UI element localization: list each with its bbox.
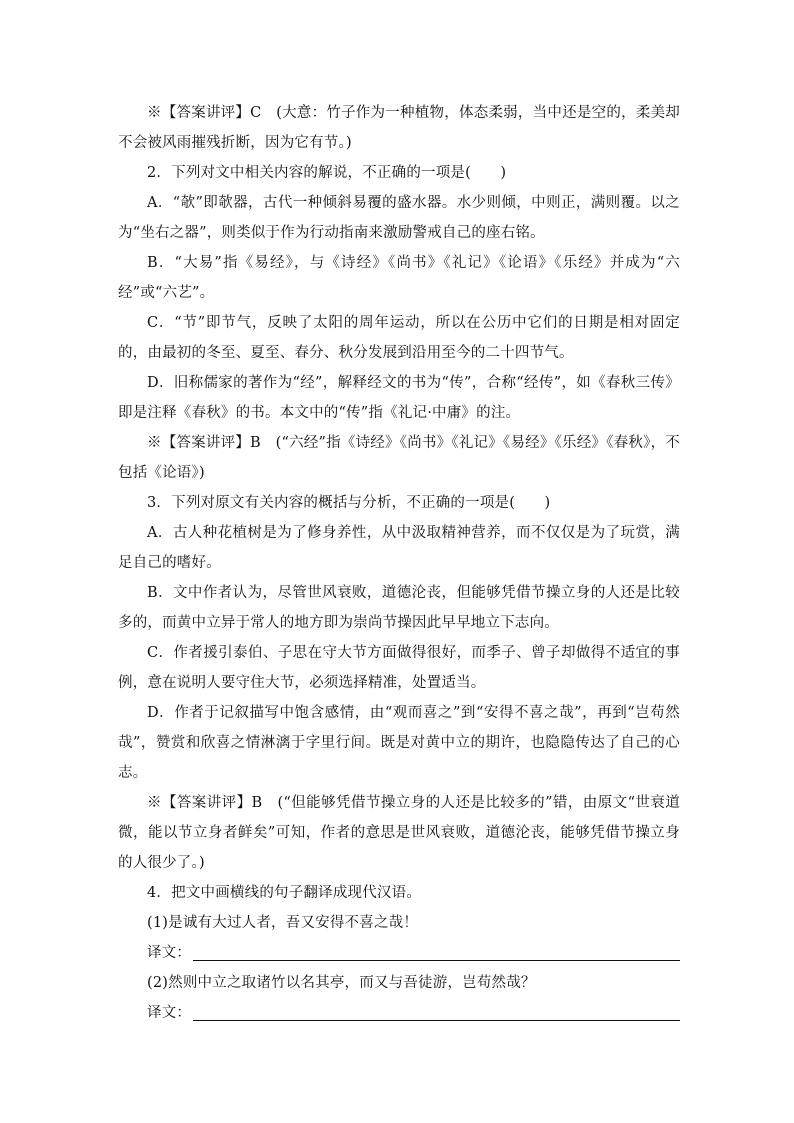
question-2-option-b: B．“大易”指《易经》，与《诗经》《尚书》《礼记》《论语》《乐经》并成为“六经”或“六艺”。 [118, 255, 680, 301]
translation-label-2: 译文： [147, 1005, 192, 1021]
question-4-sentence-2: (2)然则中立之取诸竹以名其亭，而又与吾徒游，岂苟然哉？ [147, 975, 536, 991]
translation-line-1[interactable] [118, 938, 680, 968]
translation-line-2[interactable] [118, 998, 680, 1028]
question-2: 2．下列对文中相关内容的解说，不正确的一项是( ) [147, 165, 507, 181]
question-3-option-c: C．作者援引泰伯、子思在守大节方面做得很好，而季子、曾子却做得不适宜的事例，意在说明人要守住大节，必须选择精准，处置适当。 [118, 645, 680, 691]
question-4: 4．把文中画横线的句子翻译成现代汉语。 [147, 885, 422, 901]
answer-explanation-3: ※【答案讲评】B (“但能够凭借节操立身的人还是比较多的”错，由原文“世衰道微，能以节立身者鲜矣”可知，作者的意思是世风衰败，道德沦丧，能够凭借节操立身的人很少了。) [118, 795, 680, 871]
question-4-sentence-1: (1)是诚有大过人者，吾又安得不喜之哉！ [147, 915, 419, 931]
question-3-option-b: B．文中作者认为，尽管世风衰败，道德沦丧，但能够凭借节操立身的人还是比较多的，而黄中立异于常人的地方即为崇尚节操因此早早地立下志向。 [118, 585, 680, 631]
answer-explanation-2: ※【答案讲评】B (“六经”指《诗经》《尚书》《礼记》《易经》《乐经》《春秋》，不包括《论语》) [118, 435, 680, 481]
question-3-option-d: D．作者于记叙描写中饱含感情，由“观而喜之”到“安得不喜之哉”，再到“岂苟然哉”，赞赏和欣喜之情淋漓于字里行间。既是对黄中立的期许，也隐隐传达了自己的心志。 [118, 705, 680, 781]
answer-explanation-1: ※【答案讲评】C (大意：竹子作为一种植物，体态柔弱，当中还是空的，柔美却不会被风雨摧残折断，因为它有节。) [118, 105, 680, 151]
answer-blank-2[interactable] [193, 1000, 680, 1021]
question-2-option-c: C．“节”即节气，反映了太阳的周年运动，所以在公历中它们的日期是相对固定的，由最初的冬至、夏至、春分、秋分发展到沿用至今的二十四节气。 [118, 315, 680, 361]
answer-blank-1[interactable] [193, 940, 680, 961]
question-2-option-a: A．“欹”即欹器，古代一种倾斜易覆的盛水器。水少则倾，中则正，满则覆。以之为“坐右之器”，则类似于作为行动指南来激励警戒自己的座右铭。 [118, 195, 680, 241]
question-3-option-a: A．古人种花植树是为了修身养性，从中汲取精神营养，而不仅仅是为了玩赏，满足自己的嗜好。 [118, 525, 680, 571]
document-body [118, 98, 680, 1028]
question-3: 3．下列对原文有关内容的概括与分析，不正确的一项是( ) [147, 495, 551, 511]
translation-label-1: 译文： [147, 945, 192, 961]
question-2-option-d: D．旧称儒家的著作为“经”，解释经文的书为“传”，合称“经传”，如《春秋三传》即是注释《春秋》的书。本文中的“传”指《礼记·中庸》的注。 [118, 375, 680, 421]
